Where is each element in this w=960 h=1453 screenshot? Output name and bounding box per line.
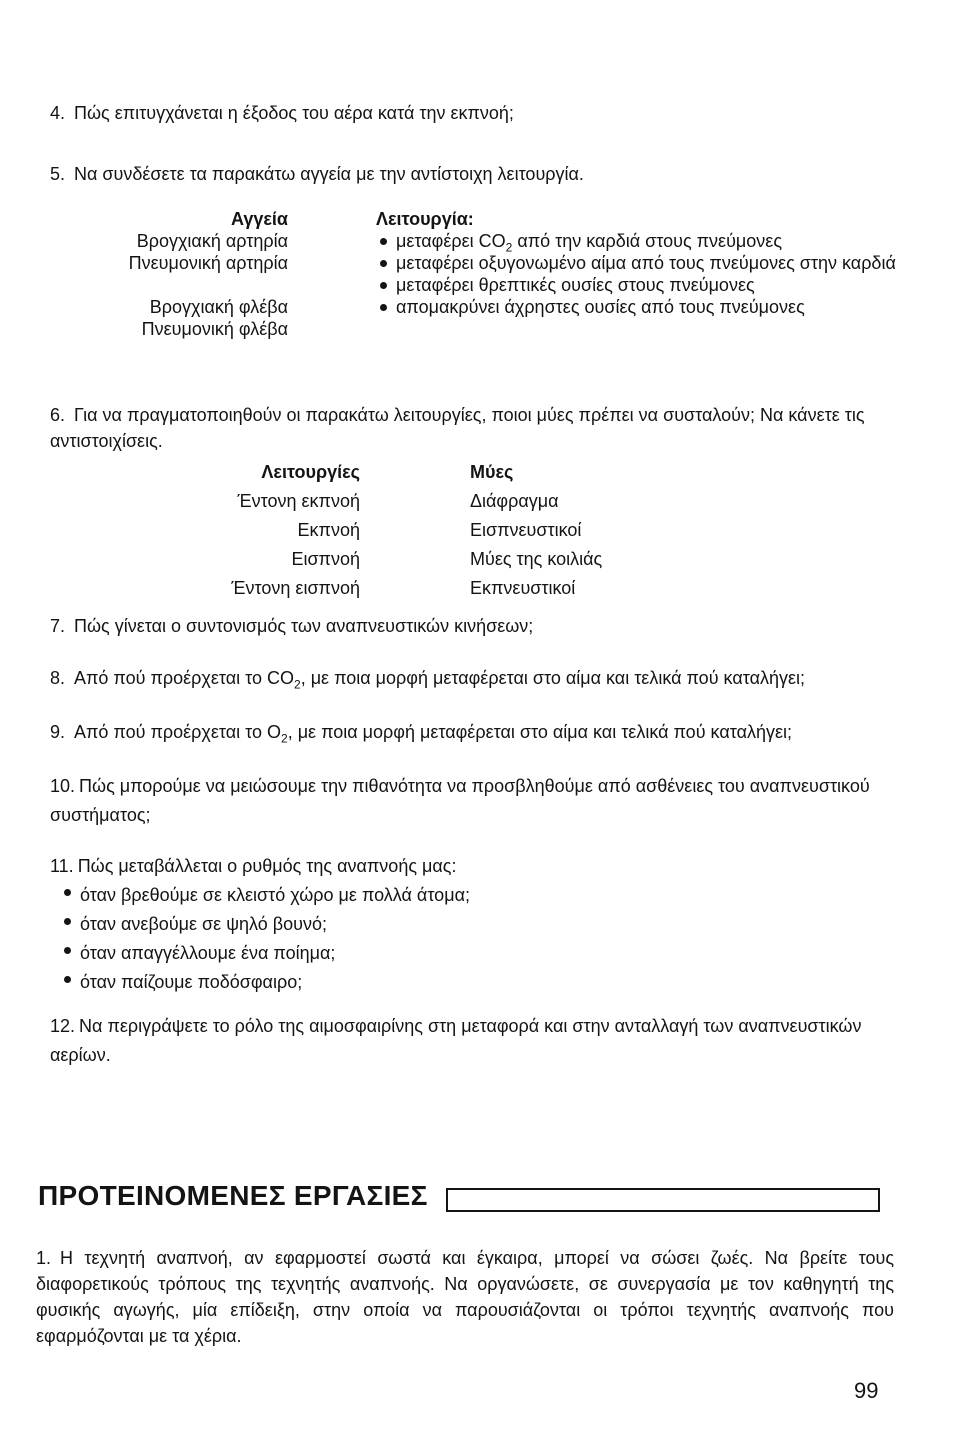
list-item: όταν παίζουμε ποδόσφαιρο; xyxy=(60,968,900,997)
question-number: 11. xyxy=(50,856,74,876)
muscle-item: Διάφραγμα xyxy=(470,491,559,511)
process-item: Έντονη εκπνοή xyxy=(237,491,360,511)
question-8: 8. Από πού προέρχεται το $CO_2$, με ποια μορφή μεταφέρεται στο αίμα και τελικά πού καταλήγει; xyxy=(50,664,900,693)
functions-column xyxy=(376,208,896,318)
question-7 xyxy=(50,612,900,641)
question-number: 10. xyxy=(50,776,76,796)
function-header: Λειτουργία: xyxy=(376,209,474,229)
process-item: Έντονη εισπνοή xyxy=(231,578,360,598)
question-number: 7. xyxy=(50,616,66,636)
question-text: Για να πραγματοποιηθούν οι παρακάτω λειτουργίες, ποιοι μύες πρέπει να συσταλούν; Να κάνετε τις αντιστοιχίσεις. xyxy=(50,405,865,451)
question-4 xyxy=(50,99,900,128)
list-item: όταν βρεθούμε σε κλειστό χώρο με πολλά άτομα; xyxy=(60,881,900,910)
section-title-box xyxy=(446,1188,880,1212)
proposal-text: Η τεχνητή αναπνοή, αν εφαρμοστεί σωστά και έγκαιρα, μπορεί να σώσει ζωές. Να βρείτε τους διαφορετικούς τρόπους της τεχνητής αναπνοής. Να οργανώσετε, σε συνεργασία με τον καθηγητή της φυσικής αγωγής, μία επίδειξη, στην οποία να παρουσιάζονται οι τρόποι τεχνητής αναπνοής που εφαρμόζονται με τα χέρια. xyxy=(36,1248,894,1346)
vessel-item: Βρογχιακή φλέβα xyxy=(149,297,288,317)
vessel-item: Βρογχιακή αρτηρία xyxy=(136,231,288,251)
question-number: 12. xyxy=(50,1016,76,1036)
question-number: 5. xyxy=(50,164,66,184)
vessels-header: Αγγεία xyxy=(231,209,288,229)
question-number: 4. xyxy=(50,103,66,123)
question-11 xyxy=(50,852,900,997)
list-item: όταν ανεβούμε σε ψηλό βουνό; xyxy=(60,910,900,939)
question-5 xyxy=(50,160,900,189)
process-item: Εκπνοή xyxy=(297,520,360,540)
proposal-1 xyxy=(36,1245,894,1349)
question-text: Πώς επιτυγχάνεται η έξοδος του αέρα κατά την εκπνοή; xyxy=(74,103,514,123)
question-number: 6. xyxy=(50,405,66,425)
muscle-item: Εισπνευστικοί xyxy=(470,520,582,540)
section-title: ΠΡΟΤΕΙΝΟΜΕΝΕΣ ΕΡΓΑΣΙΕΣ xyxy=(38,1180,428,1211)
processes-column xyxy=(180,458,360,603)
function-item: απομακρύνει άχρηστες ουσίες από τους πνεύμονες xyxy=(376,296,896,318)
question-text: Να συνδέσετε τα παρακάτω αγγεία με την αντίστοιχη λειτουργία. xyxy=(74,164,584,184)
processes-header: Λειτουργίες xyxy=(261,462,360,482)
muscle-item: Μύες της κοιλιάς xyxy=(470,549,603,569)
process-item: Εισπνοή xyxy=(291,549,360,569)
question-text: Να περιγράψετε το ρόλο της αιμοσφαιρίνης στη μεταφορά και στην ανταλλαγή των αναπνευστικών αερίων. xyxy=(50,1016,862,1065)
function-item: μεταφέρει θρεπτικές ουσίες στους πνεύμονες xyxy=(376,274,896,296)
question-text: Πώς γίνεται ο συντονισμός των αναπνευστικών κινήσεων; xyxy=(74,616,534,636)
question-9: 9. Από πού προέρχεται το $O_2$, με ποια μορφή μεταφέρεται στο αίμα και τελικά πού καταλήγει; xyxy=(50,718,900,747)
question-text: Πώς μπορούμε να μειώσουμε την πιθανότητα να προσβληθούμε από ασθένειες του αναπνευστικού συστήματος; xyxy=(50,776,870,825)
question-number: 8. xyxy=(50,668,66,688)
function-item: μεταφέρει οξυγονωμένο αίμα από τους πνεύμονες στην καρδιά xyxy=(376,252,896,274)
question-text: Πώς μεταβάλλεται ο ρυθμός της αναπνοής μας: xyxy=(77,856,457,876)
vessel-item: Πνευμονική αρτηρία xyxy=(128,253,288,273)
vessels-column xyxy=(92,208,288,340)
question-number: 9. xyxy=(50,722,66,742)
muscles-header: Μύες xyxy=(470,462,514,482)
proposal-number: 1. xyxy=(36,1248,52,1268)
muscle-item: Εκπνευστικοί xyxy=(470,578,576,598)
vessel-item: Πνευμονική φλέβα xyxy=(141,319,288,339)
muscles-column xyxy=(470,458,730,603)
page-number: 99 xyxy=(854,1378,879,1403)
list-item: όταν απαγγέλλουμε ένα ποίημα; xyxy=(60,939,900,968)
function-item: μεταφέρει $CO_2$ από την καρδιά στους πνεύμονες xyxy=(376,230,896,252)
question-6 xyxy=(50,402,900,454)
question-12 xyxy=(50,1012,900,1070)
question-10 xyxy=(50,772,900,830)
